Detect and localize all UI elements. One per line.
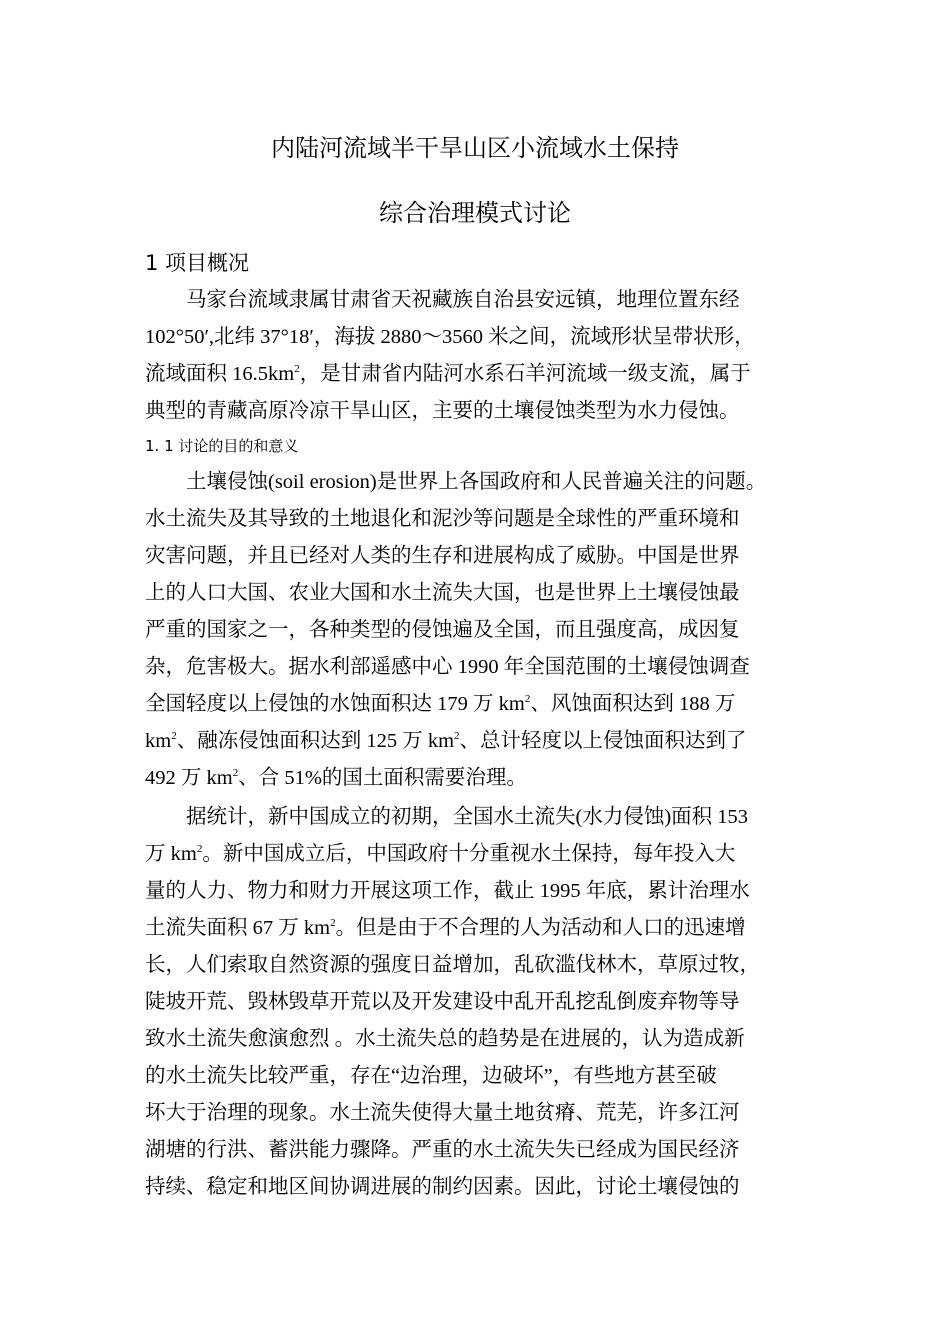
superscript: 2 xyxy=(171,730,177,743)
paragraph-3-line-9: 坏大于治理的现象。水土流失使得大量土地贫瘠、荒芜，许多江河 xyxy=(145,1102,740,1124)
paragraph-1-line-2: 102°50′,北纬 37°18′，海拔 2880～3560 米之间，流域形状呈带状形， xyxy=(145,326,755,348)
paragraph-2-line-3: 灾害问题，并且已经对人类的生存和进展构成了威胁。中国是世界 xyxy=(145,545,740,567)
paragraph-2-line-2: 水土流失及其导致的土地退化和泥沙等问题是全球性的严重环境和 xyxy=(145,508,740,530)
paragraph-3-line-8: 的水土流失比较严重，存在“边治理，边破坏”，有些地方甚至破 xyxy=(145,1065,717,1087)
paragraph-3-line-7: 致水土流失愈演愈烈 。水土流失总的趋势是在进展的，认为造成新 xyxy=(145,1028,745,1050)
paragraph-2-line-9: 492 万 $km^2$、合 51%的国土面积需要治理。 xyxy=(145,767,527,789)
paragraph-3-line-10: 湖塘的行洪、蓄洪能力骤降。严重的水土流失失已经成为国民经济 xyxy=(145,1139,740,1161)
paragraph-1-line-1: 马家台流域隶属甘肃省天祝藏族自治县安远镇，地理位置东经 xyxy=(186,289,740,311)
superscript: 2 xyxy=(294,363,300,376)
paragraph-3-line-3: 量的人力、物力和财力开展这项工作，截止 1995 年底，累计治理水 xyxy=(145,880,750,902)
superscript: 2 xyxy=(330,917,336,930)
paragraph-3-line-6: 陡坡开荒、毁林毁草开荒以及开发建设中乱开乱挖乱倒废弃物等导 xyxy=(145,991,740,1013)
section-heading-project-overview: 1 项目概况 xyxy=(145,251,250,275)
paragraph-1-line-4: 典型的青藏高原冷凉干旱山区，主要的土壤侵蚀类型为水力侵蚀。 xyxy=(145,400,740,422)
paragraph-3-line-5: 长，人们索取自然资源的强度日益增加，乱砍滥伐林木，草原过牧， xyxy=(145,954,760,976)
document-title-line-2: 综合治理模式讨论 xyxy=(379,199,571,227)
paragraph-3-line-4: 土流失面积 67 万 $km^2$。但是由于不合理的人为活动和人口的迅速增 xyxy=(145,917,746,939)
superscript: 2 xyxy=(232,767,239,780)
superscript: 2 xyxy=(524,693,531,706)
superscript: 2 xyxy=(196,843,203,856)
superscript: 2 xyxy=(454,730,460,743)
paragraph-3-line-2: 万 $km^2$。新中国成立后，中国政府十分重视水土保持，每年投入大 xyxy=(145,843,736,865)
paragraph-2-line-1: 土壤侵蚀(soil erosion)是世界上各国政府和人民普遍关注的问题。 xyxy=(186,471,767,493)
paragraph-1-line-3: 流域面积 $16.5km^2$，是甘肃省内陆河水系石羊河流域一级支流，属于 xyxy=(145,363,751,385)
paragraph-2-line-4: 上的人口大国、农业大国和水土流失大国，也是世界上土壤侵蚀最 xyxy=(145,582,740,604)
paragraph-2-line-8: $km^2$、融冻侵蚀面积达到 125 万 $km^2$、总计轻度以上侵蚀面积达到了 xyxy=(145,730,747,752)
paragraph-2-line-7: 全国轻度以上侵蚀的水蚀面积达 179 万 $km^2$、风蚀面积达到 188 万 xyxy=(145,693,736,715)
paragraph-3-line-11: 持续、稳定和地区间协调进展的制约因素。因此，讨论土壤侵蚀的 xyxy=(145,1176,740,1198)
paragraph-3-line-1: 据统计，新中国成立的初期，全国水土流失(水力侵蚀)面积 153 xyxy=(186,806,749,828)
paragraph-2-line-6: 杂，危害极大。据水利部遥感中心 1990 年全国范围的土壤侵蚀调查 xyxy=(145,656,750,678)
document-title-line-1: 内陆河流域半干旱山区小流域水土保持 xyxy=(271,134,679,162)
paragraph-2-line-5: 严重的国家之一，各种类型的侵蚀遍及全国，而且强度高，成因复 xyxy=(145,619,740,641)
subsection-heading-purpose: 1. 1 讨论的目的和意义 xyxy=(145,437,299,455)
